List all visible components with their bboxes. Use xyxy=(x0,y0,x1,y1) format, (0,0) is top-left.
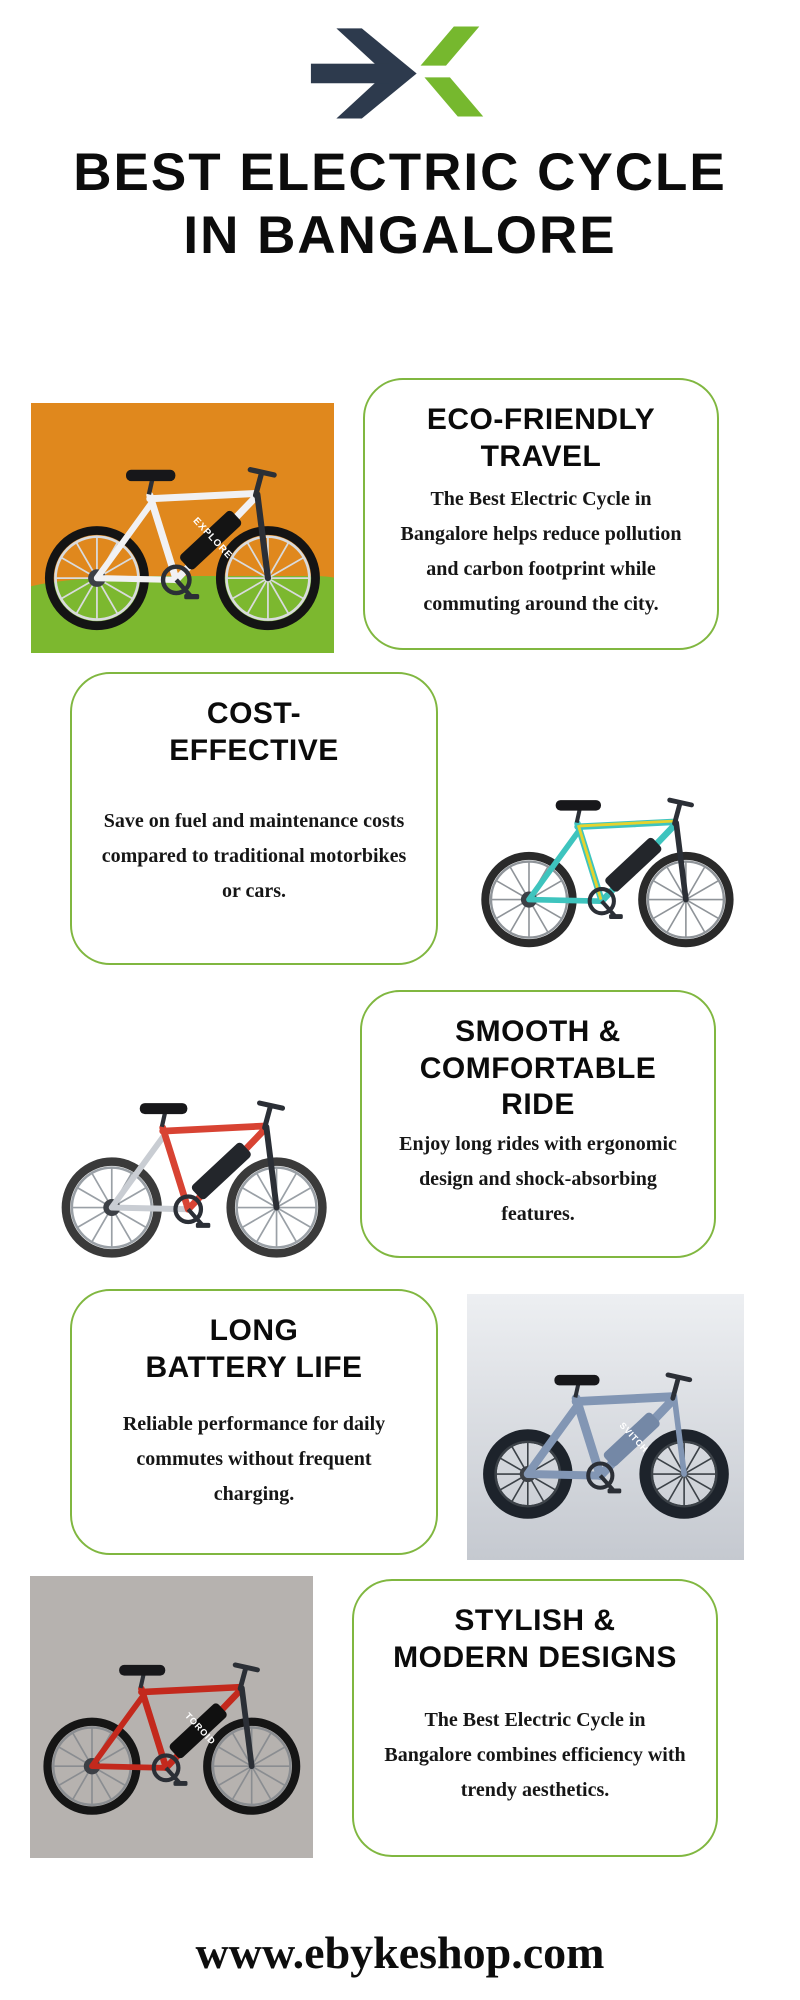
card-heading-line: STYLISH & xyxy=(454,1604,616,1637)
page-title xyxy=(0,142,800,267)
page-title-line2: IN BANGALORE xyxy=(183,205,617,265)
card-heading xyxy=(386,1014,690,1124)
card-body: The Best Electric Cycle in Bangalore helps reduce pollution and carbon footprint while commuting around the city. xyxy=(400,487,682,615)
section-photo-3 xyxy=(48,1053,340,1268)
card-body: Reliable performance for daily commutes without frequent charging. xyxy=(122,1413,386,1506)
card-heading-line: RIDE xyxy=(501,1088,575,1122)
card-body: Save on fuel and maintenance costs compared to traditional motorbikes or cars. xyxy=(101,809,407,902)
card-heading xyxy=(389,402,693,475)
footer-website: www.ebykeshop.com xyxy=(195,1927,605,1978)
feature-card-2 xyxy=(70,672,438,965)
card-heading-line: TRAVEL xyxy=(480,439,602,473)
feature-card-4 xyxy=(70,1289,438,1555)
card-heading xyxy=(96,696,412,769)
card-body: Enjoy long rides with ergonomic design and shock-absorbing features. xyxy=(399,1133,677,1226)
card-heading-line: SMOOTH & xyxy=(455,1015,621,1048)
bike-brand-label: SVITCH xyxy=(617,1420,650,1455)
card-heading xyxy=(96,1313,412,1386)
footer xyxy=(0,1926,800,1979)
card-heading-line: MODERN DESIGNS xyxy=(393,1640,677,1674)
card-heading-line: BATTERY LIFE xyxy=(145,1350,363,1384)
feature-card-5 xyxy=(352,1579,718,1857)
card-heading-line: COMFORTABLE xyxy=(419,1051,657,1085)
section-photo-2 xyxy=(468,752,746,958)
logo-x-top xyxy=(421,26,480,65)
bike-illustration xyxy=(474,768,741,958)
bike-illustration xyxy=(36,1599,308,1858)
card-heading xyxy=(378,1603,692,1676)
card-heading-line: COST- xyxy=(206,697,302,730)
bike-illustration xyxy=(473,1315,739,1560)
logo-arrow-tail xyxy=(311,64,389,84)
bike-brand-label: EXPLORE xyxy=(190,515,235,562)
page-title-line1: BEST ELECTRIC CYCLE xyxy=(73,143,727,202)
logo-x-bottom xyxy=(424,77,483,116)
ebyke-logo xyxy=(307,20,493,124)
feature-card-1 xyxy=(363,378,719,650)
bike-illustration xyxy=(37,423,328,653)
bike-illustration xyxy=(54,1070,334,1268)
bike-brand-label: TOROID xyxy=(182,1710,218,1747)
feature-card-3 xyxy=(360,990,716,1258)
card-heading-line: EFFECTIVE xyxy=(169,733,339,767)
section-photo-4 xyxy=(467,1294,744,1560)
card-heading-line: ECO-FRIENDLY xyxy=(426,403,656,436)
section-photo-5 xyxy=(30,1576,313,1858)
card-heading-line: LONG xyxy=(209,1314,299,1347)
card-body: The Best Electric Cycle in Bangalore combines efficiency with trendy aesthetics. xyxy=(384,1709,686,1802)
section-photo-1 xyxy=(31,403,334,653)
